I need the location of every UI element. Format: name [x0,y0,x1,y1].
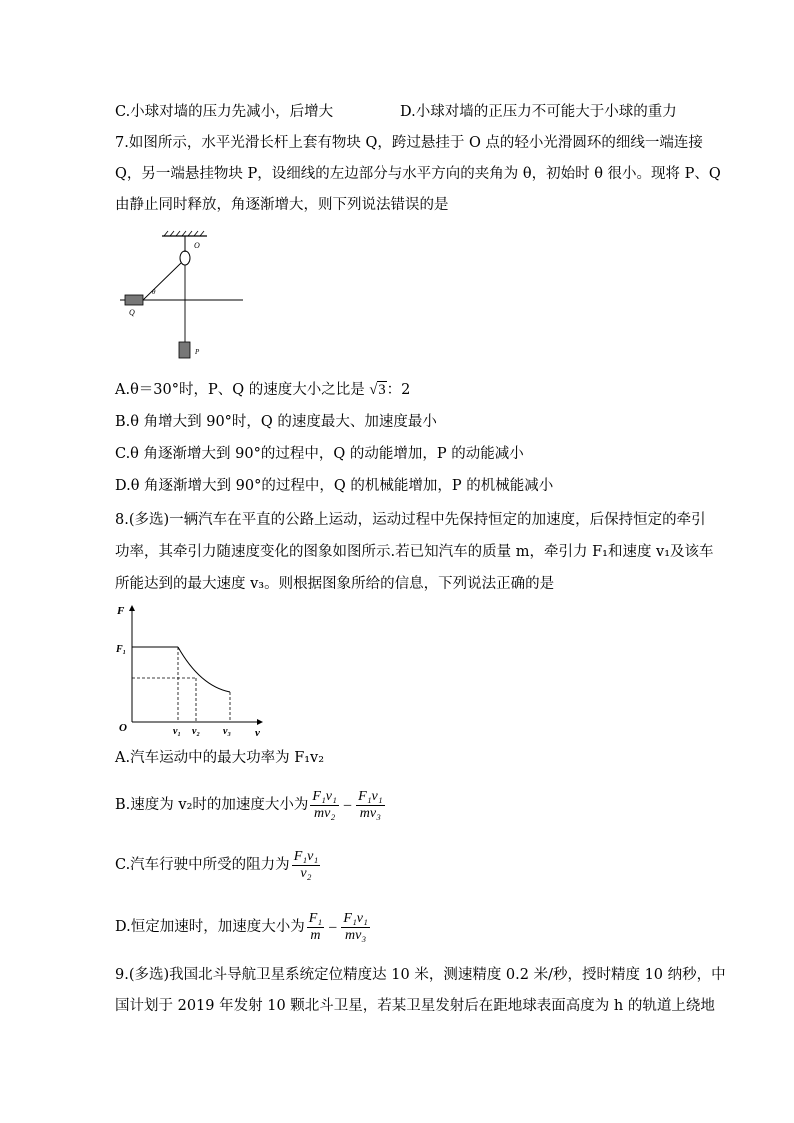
sqrt-three: √3 [369,382,386,398]
q8-option-c-text: C.汽车行驶中所受的阻力为 [115,857,290,873]
fraction: $\frac{\text{F₁v₁}}{\text{mv₃}}$ [358,788,383,821]
ring [180,251,190,265]
q7-option-c: C.θ 角逐渐增大到 90°的过程中，Q 的动能增加，P 的动能减小 [115,446,524,462]
q8-option-c [115,845,322,885]
minus-sign: – [343,797,352,813]
q8-option-b [115,785,387,825]
fraction: $\frac{\text{F₁}}{m}$ [308,910,323,943]
v1-label: v₁ [173,726,181,737]
v3-label: v₃ [223,726,231,737]
q8-option-d [115,907,372,947]
v2-label: v₂ [192,726,200,737]
q7-option-a [115,380,410,400]
f1-label: F₁ [116,644,127,655]
q7-option-d: D.θ 角逐渐增大到 90°的过程中，Q 的机械能增加，P 的机械能减小 [115,478,554,494]
q8-stem-line1: 8.(多选)一辆汽车在平直的公路上运动，运动过程中先保持恒定的加速度，后保持恒定的牵引 [115,512,706,528]
q7-stem-line3: 由静止同时释放，角逐渐增大，则下列说法错误的是 [115,197,449,213]
q7-stem-line2: Q，另一端悬挂物块 P，设细线的左边部分与水平方向的夹角为 θ，初始时 θ 很小。现将 P、Q [115,166,721,182]
fraction: $\frac{\text{F₁v₁}}{\text{mv₂}}$ [312,788,337,821]
label-o: O [194,241,200,250]
block-q [125,295,143,305]
ceiling-hatch [164,231,204,236]
y-axis-label: F [117,605,125,617]
label-theta: θ [152,288,156,296]
constant-power-curve [178,647,230,692]
q8-stem-line2: 功率，其牵引力随速度变化的图象如图所示.若已知汽车的质量 m，牵引力 F₁和速度 v₁及该车 [115,544,714,560]
q7-stem-line1: 7.如图所示，水平光滑长杆上套有物块 Q，跨过悬挂于 O 点的轻小光滑圆环的细线一端连接 [115,135,703,151]
q7-option-a-ratio: ：2 [386,382,411,398]
block-p [179,342,190,358]
q6-option-d: D.小球对墙的正压力不可能大于小球的重力 [400,104,677,120]
fraction: $\frac{\text{F₁v₁}}{\text{v₂}}$ [293,848,319,881]
q8-force-velocity-graph [112,598,272,740]
q8-option-a: A.汽车运动中的最大功率为 F₁v₂ [115,750,325,766]
label-q: Q [129,308,135,317]
q8-option-d-text: D.恒定加速时，加速度大小为 [115,919,305,935]
q7-option-a-text: A.θ＝30°时，P、Q 的速度大小之比是 [115,382,370,398]
fraction: $\frac{\text{F₁v₁}}{\text{mv₃}}$ [343,910,368,943]
q8-option-b-text: B.速度为 v₂时的加速度大小为 [115,797,309,813]
origin-label: O [119,722,127,734]
q8-stem-line3: 所能达到的最大速度 v₃。则根据图象所给的信息，下列说法正确的是 [115,576,555,592]
q9-stem-line2: 国计划于 2019 年发射 10 颗北斗卫星，若某卫星发射后在距地球表面高度为 h 的轨道上绕地 [115,998,715,1014]
label-p: P [195,348,200,356]
x-axis-label: v [255,727,260,739]
q9-stem-line1: 9.(多选)我国北斗导航卫星系统定位精度达 10 米，测速精度 0.2 米/秒，授时精度 10 纳秒，中 [115,967,726,983]
q6-option-c: C.小球对墙的压力先减小，后增大 [115,104,334,120]
q7-pulley-diagram [115,228,250,365]
string-to-q [143,263,181,300]
q7-option-b: B.θ 角增大到 90°时，Q 的速度最大、加速度最小 [115,414,437,430]
minus-sign: – [329,919,337,935]
